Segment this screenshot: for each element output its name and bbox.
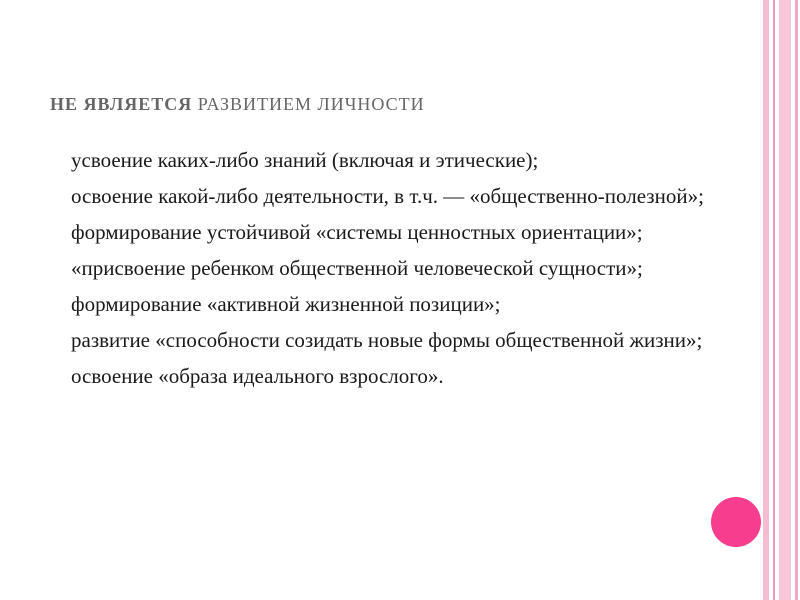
list-item bbox=[40, 362, 730, 391]
decorative-stripe bbox=[763, 0, 769, 600]
slide-title bbox=[50, 94, 730, 115]
list-item-text: формирование «активной жизненной позиции»; bbox=[71, 292, 501, 316]
list-item-text: развитие «способности созидать новые формы общественной жизни»; bbox=[71, 328, 703, 352]
list-item-text: формирование устойчивой «системы ценностных ориентации»; bbox=[71, 220, 643, 244]
list-item bbox=[40, 290, 730, 319]
list-item bbox=[40, 326, 730, 355]
list-item-text: «присвоение ребенком общественной человеческой сущности»; bbox=[71, 256, 643, 280]
list-item bbox=[40, 218, 730, 247]
decorative-stripe bbox=[795, 0, 798, 600]
list-item-text: усвоение каких-либо знаний (включая и этические); bbox=[71, 148, 539, 172]
list-item bbox=[40, 182, 730, 211]
list-item bbox=[40, 146, 730, 175]
list-item-text: освоение «образа идеального взрослого». bbox=[71, 364, 444, 388]
list-item bbox=[40, 254, 730, 283]
list-item-text: освоение какой-либо деятельности, в т.ч. — «общественно-полезной»; bbox=[71, 184, 704, 208]
decorative-stripe bbox=[773, 0, 775, 600]
slide-title-emphasis: НЕ ЯВЛЯЕТСЯ bbox=[50, 94, 193, 114]
decorative-stripe bbox=[779, 0, 791, 600]
bullet-list bbox=[40, 146, 730, 398]
slide-title-rest: РАЗВИТИЕМ ЛИЧНОСТИ bbox=[192, 94, 425, 114]
decorative-dot bbox=[711, 497, 761, 547]
